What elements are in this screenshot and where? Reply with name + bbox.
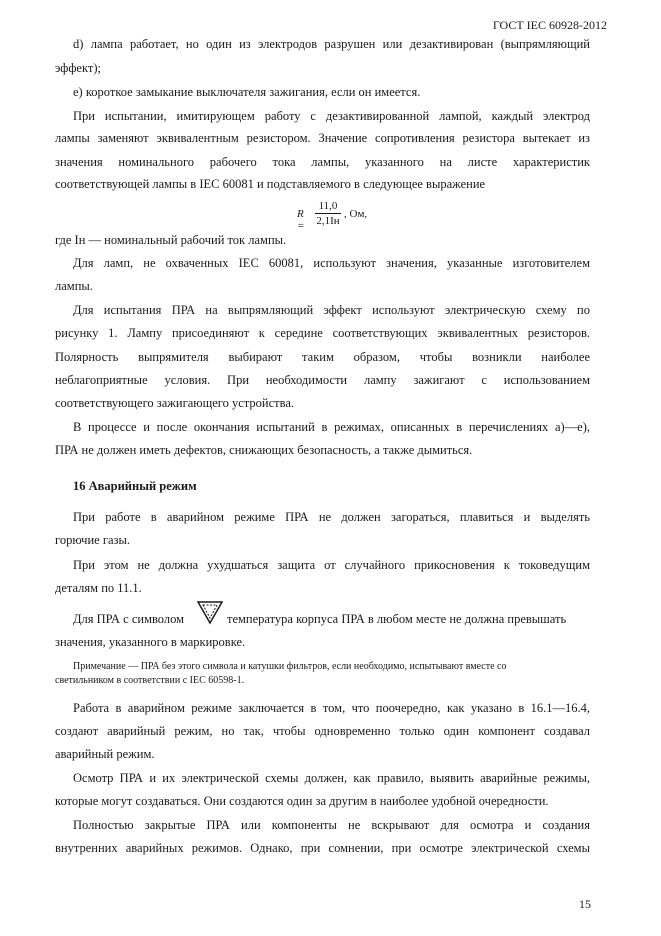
text-line: Осмотр ПРА и их электрической схемы должен, как правило, выявить аварийные режимы, — [73, 771, 590, 785]
thermal-protection-symbol-icon — [196, 600, 224, 626]
text-line-after-symbol: температура корпуса ПРА в любом месте не должна превышать — [227, 612, 567, 626]
text-line: внутренних аварийных режимов. Однако, при сомнении, при осмотре электрической схемы — [55, 841, 590, 855]
text-line: При этом не должна ухудшаться защита от случайного прикосновения к токоведущим — [73, 558, 590, 572]
text-line: При испытании, имитирующем работу с дезактивированной лампой, каждый электрод — [73, 109, 590, 123]
formula-denominator: 2,1Iн — [316, 215, 340, 227]
formula-unit: , Ом, — [344, 208, 368, 220]
text-line: лампы. — [55, 279, 93, 293]
text-line: Полярность выпрямителя выбирают таким образом, чтобы возникли наиболее — [55, 350, 590, 364]
text-line: горючие газы. — [55, 533, 130, 547]
text-line: ПРА не должен иметь дефектов, снижающих безопасность, а также дымиться. — [55, 443, 473, 457]
text-line: создают аварийный режим, но так, чтобы одновременно только один компонент создавал — [55, 724, 590, 738]
text-line: лампы заменяют эквивалентным резистором. Значение сопротивления резистора вытекает из — [55, 131, 590, 145]
text-line: рисунку 1. Лампу присоединяют к середине соответствующих эквивалентных резисторов. — [55, 326, 590, 340]
text-line: значения номинального рабочего тока лампы, указанного на листе характеристик — [55, 155, 590, 169]
text-line: эффект); — [55, 61, 101, 75]
text-line: Полностью закрытые ПРА или компоненты не вскрывают для осмотра и создания — [73, 818, 590, 832]
header-standard: ГОСТ IEC 60928-2012 — [492, 18, 607, 32]
text-line-before-symbol: Для ПРА с символом — [73, 612, 185, 626]
text-line: соответствующей лампы в IEC 60081 и подставляемого в следующее выражение — [55, 177, 486, 191]
text-line: Для ламп, не охваченных IEC 60081, используют значения, указанные изготовителем — [73, 256, 590, 270]
text-line: d) лампа работает, но один из электродов разрушен или дезактивирован (выпрямляющий — [73, 37, 590, 51]
text-line: значения, указанного в маркировке. — [55, 635, 246, 649]
text-line: аварийный режим. — [55, 747, 155, 761]
formula-lhs: R = — [297, 208, 305, 232]
text-line: При работе в аварийном режиме ПРА не должен загораться, плавиться и выделять — [73, 510, 590, 524]
formula-numerator: 11,0 — [315, 200, 341, 214]
text-line: которые могут создаваться. Они создаются один за другим в наиболее удобной очередности. — [55, 794, 549, 808]
text-line: где Iн — номинальный рабочий ток лампы. — [55, 233, 287, 247]
section-heading: 16 Аварийный режим — [73, 479, 197, 493]
text-line: Работа в аварийном режиме заключается в том, что поочередно, как указано в 16.1—16.4, — [73, 701, 590, 715]
note-line: Примечание — ПРА без этого символа и катушки фильтров, если необходимо, испытывают вместе со — [73, 661, 507, 672]
page-number: 15 — [579, 897, 591, 911]
text-line: деталям по 11.1. — [55, 581, 142, 595]
text-line: е) короткое замыкание выключателя зажигания, если он имеется. — [73, 85, 421, 99]
note-line: светильником в соответствии с IEC 60598-1. — [55, 675, 245, 686]
text-line: неблагоприятные условия. При необходимости лампу зажигают с использованием — [55, 373, 590, 387]
text-line: В процессе и после окончания испытаний в режимах, описанных в перечислениях а)—е), — [73, 420, 590, 434]
formula-fraction — [315, 200, 341, 227]
text-line: Для испытания ПРА на выпрямляющий эффект используют электрическую схему по — [73, 303, 590, 317]
text-line: соответствующего зажигающего устройства. — [55, 396, 294, 410]
